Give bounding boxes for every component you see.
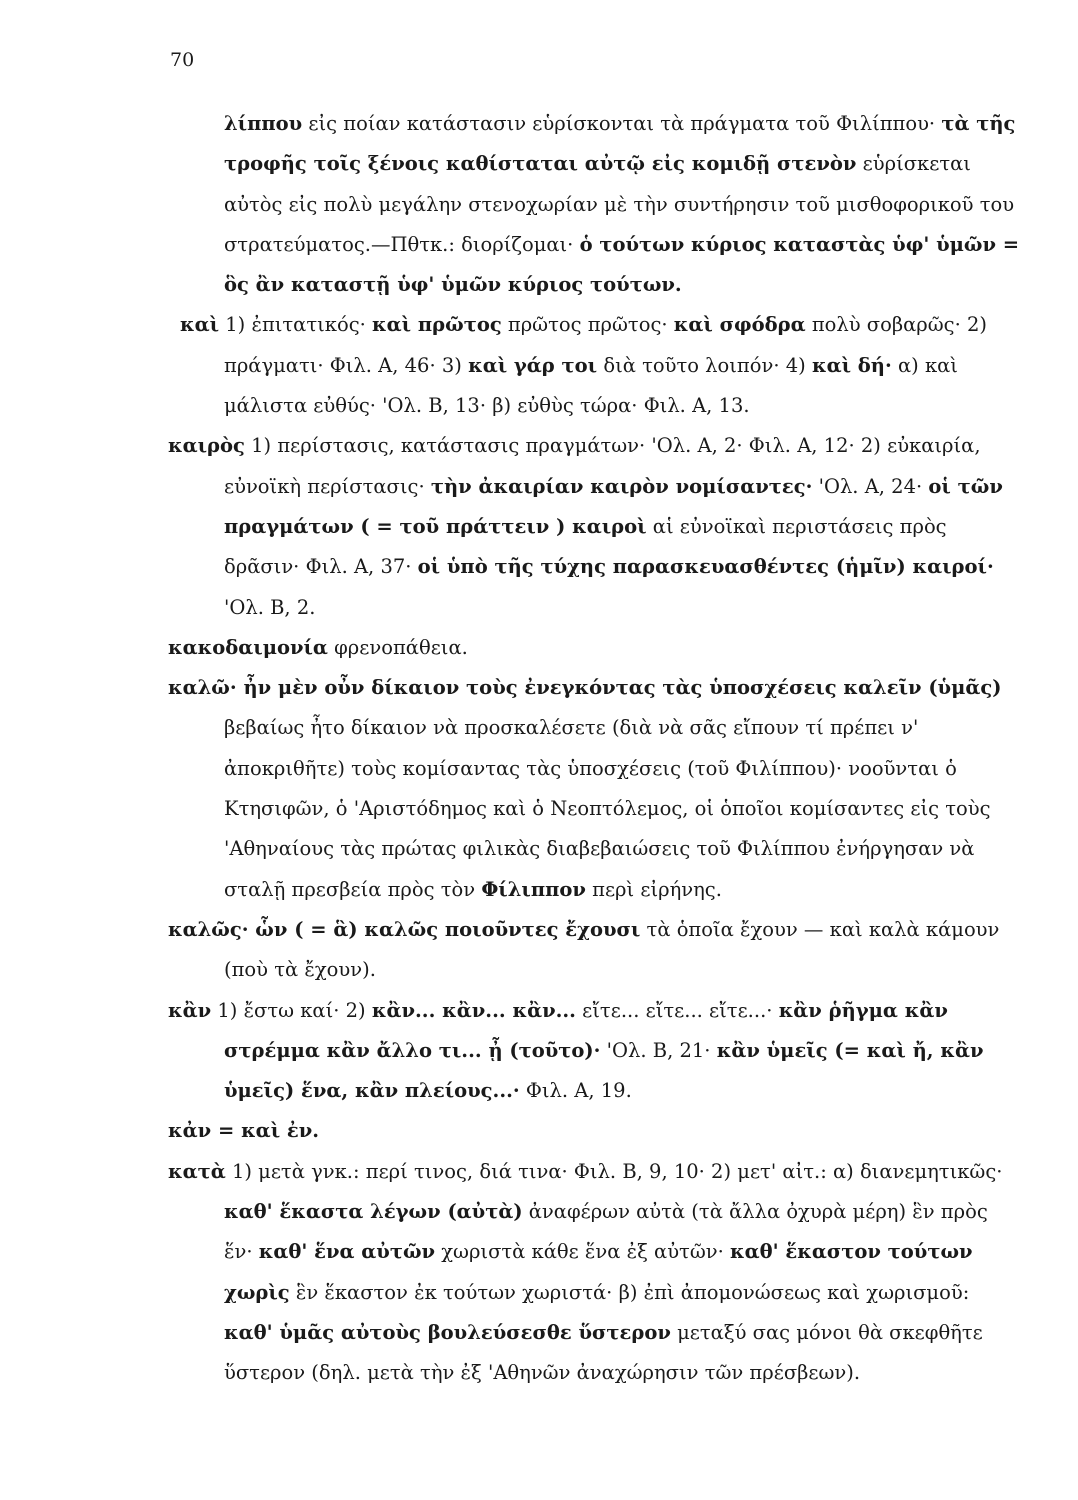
headword-text: κἂν ὑμεῖς (= καὶ ἤ, κἂν ὑμεῖς) ἕνα, κἂν πλείους...· — [224, 1038, 984, 1103]
definition-text: διὰ τοῦτο λοιπόν· 4) — [597, 353, 812, 377]
headword-text: καιρὸς — [168, 434, 245, 458]
headword-text: καὶ — [180, 313, 220, 337]
headword-text: ὁ τούτων κύριος καταστὰς ὑφ' ὑμῶν = ὃς ἂν καταστῇ ὑφ' ὑμῶν κύριος τούτων. — [224, 232, 1020, 297]
headword-text: Φίλιππον — [481, 877, 586, 901]
dictionary-entry — [168, 1152, 1020, 1394]
definition-text: πολὺ σοβαρῶς· 2) πράγματι· Φιλ. Α, 46· 3) — [224, 313, 987, 377]
headword-text: οἱ ὑπὸ τῆς τύχης παρασκευασθέντες (ἡμῖν) καιροί· — [417, 555, 994, 579]
headword-text: κακοδαιμονία — [168, 635, 328, 659]
definition-text: Φιλ. Α, 19. — [519, 1079, 632, 1103]
headword-text: καὶ δή· — [811, 353, 892, 377]
dictionary-entry — [168, 305, 1020, 426]
definition-text: 1) ἔστω καί· 2) — [211, 998, 372, 1022]
definition-text: φρενοπάθεια. — [327, 635, 468, 659]
definition-text: αἱ εὐνοϊκαὶ περιστάσεις πρὸς δρᾶσιν· Φιλ. Α, 37· — [224, 514, 947, 579]
definition-text: μεταξύ σας μόνοι θὰ σκεφθῆτε ὕστερον (δηλ. μετὰ τὴν ἐξ 'Αθηνῶν ἀναχώρησιν τῶν πρέσβεων). — [224, 1320, 983, 1385]
definition-text: 1) ἐπιτατικός· — [219, 313, 373, 337]
definition-text: εἰς ποίαν κατάστασιν εὑρίσκονται τὰ πράγματα τοῦ Φιλίππου· — [302, 112, 942, 135]
definition-text: α) καὶ μάλιστα εὐθύς· 'Ολ. Β, 13· β) εὐθὺς τώρα· Φιλ. Α, 13. — [224, 353, 958, 418]
headword-text: κἂν ῥῆγμα κἂν στρέμμα κἂν ἄλλο τι... ᾖ (τοῦτο)· — [224, 998, 948, 1062]
headword-text: καθ' ἕκαστον τούτων χωρὶς — [224, 1240, 973, 1304]
definition-text: ἀναφέρων αὐτὰ (τὰ ἄλλα ὀχυρὰ μέρη) ἓν πρὸς ἕν· — [224, 1200, 988, 1264]
headword-text: καθ' ἕκαστα λέγων (αὐτὰ) — [224, 1200, 523, 1224]
dictionary-entry — [168, 910, 1020, 991]
definition-text: εἴτε... εἴτε... εἴτε...· — [575, 998, 779, 1022]
dictionary-text — [168, 104, 1020, 1394]
dictionary-entry — [168, 628, 1020, 668]
dictionary-entry — [168, 104, 1020, 305]
dictionary-entry — [168, 1111, 1020, 1151]
headword-text: καθ' ἕνα αὐτῶν — [258, 1240, 436, 1264]
headword-text: οἱ τῶν πραγμάτων ( = τοῦ πράττειν ) καιροὶ — [224, 474, 1003, 538]
definition-text: τὰ ὁποῖα ἔχουν — καὶ καλὰ κάμουν (ποὺ τὰ ἔχουν). — [224, 917, 1000, 982]
headword-text: τὰ τῆς τροφῆς τοῖς ξένοις καθίσταται αὐτῷ εἰς κομιδῇ στενὸν — [224, 112, 1016, 176]
definition-text: 'Ολ. Β, 2. — [224, 595, 316, 619]
page-number: 70 — [170, 49, 195, 71]
headword-text: κἂν — [168, 998, 212, 1022]
dictionary-entry — [168, 426, 1020, 627]
headword-text: καὶ σφόδρα — [673, 313, 806, 337]
headword-text: κἀν = καὶ ἐν. — [168, 1119, 320, 1143]
definition-text: περὶ εἰρήνης. — [585, 877, 722, 901]
definition-text: 'Ολ. Α, 24· — [812, 474, 929, 498]
headword-text: καὶ πρῶτος — [372, 313, 502, 337]
definition-text: 'Ολ. Β, 21· — [600, 1038, 717, 1062]
definition-text: πρῶτος πρῶτος· — [501, 313, 674, 337]
dictionary-entry — [168, 668, 1020, 910]
definition-text: βεβαίως ἦτο δίκαιον νὰ προσκαλέσετε (διὰ νὰ σᾶς εἴπουν τί πρέπει ν' ἀποκριθῆτε) τοὺς κομίσαντας τὰς ὑποσχέσεις (τοῦ Φιλίππου)· νοοῦνται ὁ Κτησιφῶν, ὁ 'Αριστόδημος καὶ ὁ Νεοπτόλεμος, οἱ ὁποῖοι κομίσαντες εἰς τοὺς 'Αθηναίους τὰς πρώτας φιλικὰς διαβεβαιώσεις τοῦ Φιλίππου ἐνήργησαν νὰ σταλῇ πρεσβεία πρὸς τὸν — [224, 716, 991, 901]
headword-text: καὶ γάρ τοι — [468, 353, 598, 377]
headword-text: καλῶ· ἦν μὲν οὖν δίκαιον τοὺς ἐνεγκόντας τὰς ὑποσχέσεις καλεῖν (ὑμᾶς) — [168, 676, 1002, 700]
definition-text: εὑρίσκεται αὐτὸς εἰς πολὺ μεγάλην στενοχωρίαν μὲ τὴν συντήρησιν τοῦ μισθοφορικοῦ του στρατεύματος.—Πθτκ.: διορίζομαι· — [224, 152, 1015, 256]
dictionary-entry — [168, 991, 1020, 1112]
headword-text: καλῶς· ὧν ( = ἃ) καλῶς ποιοῦντες ἔχουσι — [168, 917, 641, 941]
headword-text: κἂν... κἂν... κἂν... — [371, 998, 576, 1022]
headword-text: καθ' ὑμᾶς αὐτοὺς βουλεύσεσθε ὕστερον — [224, 1320, 671, 1344]
headword-text: κατὰ — [168, 1159, 226, 1183]
definition-text: 1) μετὰ γνκ.: περί τινος, διά τινα· Φιλ. Β, 9, 10· 2) μετ' αἰτ.: α) διανεμητικῶς· — [225, 1159, 1003, 1183]
definition-text: χωριστὰ κάθε ἕνα ἐξ αὐτῶν· — [435, 1240, 730, 1264]
headword-text: τὴν ἀκαιρίαν καιρὸν νομίσαντες· — [430, 474, 813, 498]
definition-text: ἓν ἕκαστον ἐκ τούτων χωριστά· β) ἐπὶ ἀπομονώσεως καὶ χωρισμοῦ: — [289, 1280, 970, 1304]
headword-text: λίππου — [224, 112, 303, 135]
definition-text: 1) περίστασις, κατάστασις πραγμάτων· 'Ολ. Α, 2· Φιλ. Α, 12· 2) εὐκαιρία, εὐνοϊκὴ περίστασις· — [224, 434, 981, 498]
